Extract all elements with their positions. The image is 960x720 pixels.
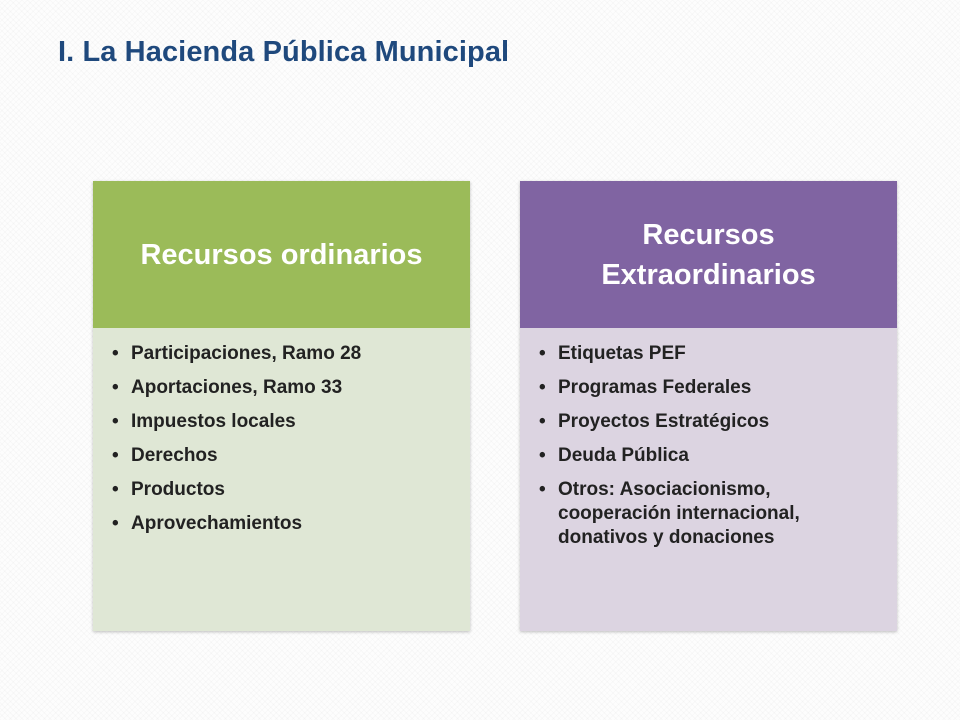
bullet-icon: • — [112, 513, 119, 534]
list-item — [107, 410, 450, 434]
card-recursos-extraordinarios — [520, 181, 897, 631]
bullet-icon: • — [539, 377, 546, 398]
list-item — [534, 342, 877, 366]
list-item-text: Aprovechamientos — [131, 513, 303, 534]
card-header-extraordinarios — [520, 181, 897, 328]
list-extraordinarios — [534, 342, 877, 550]
card-recursos-ordinarios — [93, 181, 470, 631]
bullet-icon: • — [539, 411, 546, 432]
list-item-text: Otros: Asociacionismo, cooperación internacional, donativos y donaciones — [558, 479, 800, 548]
card-title-ordinarios: Recursos ordinarios — [140, 238, 423, 271]
list-item — [107, 444, 450, 468]
list-item — [107, 342, 450, 366]
card-title-extraordinarios: Recursos Extraordinarios — [601, 218, 816, 291]
list-item-text: Participaciones, Ramo 28 — [131, 343, 362, 364]
list-item — [107, 478, 450, 502]
card-body-ordinarios — [93, 328, 470, 631]
list-item — [107, 512, 450, 536]
slide-title: I. La Hacienda Pública Municipal — [58, 36, 510, 68]
list-item-text: Programas Federales — [558, 377, 752, 398]
list-item — [534, 410, 877, 434]
bullet-icon: • — [112, 377, 119, 398]
list-item-text: Productos — [131, 479, 225, 500]
list-item — [534, 444, 877, 468]
list-item-text: Proyectos Estratégicos — [558, 411, 770, 432]
list-item-text: Impuestos locales — [131, 411, 296, 432]
bullet-icon: • — [112, 343, 119, 364]
list-item-text: Etiquetas PEF — [558, 343, 686, 364]
card-body-extraordinarios — [520, 328, 897, 631]
bullet-icon: • — [112, 411, 119, 432]
bullet-icon: • — [112, 479, 119, 500]
list-item-text: Derechos — [131, 445, 218, 466]
list-ordinarios — [107, 342, 450, 536]
list-item — [534, 376, 877, 400]
bullet-icon: • — [539, 479, 546, 500]
list-item — [107, 376, 450, 400]
list-item-text: Aportaciones, Ramo 33 — [131, 377, 343, 398]
bullet-icon: • — [539, 445, 546, 466]
list-item-text: Deuda Pública — [558, 445, 689, 466]
bullet-icon: • — [112, 445, 119, 466]
card-header-ordinarios — [93, 181, 470, 328]
bullet-icon: • — [539, 343, 546, 364]
list-item — [534, 478, 877, 550]
